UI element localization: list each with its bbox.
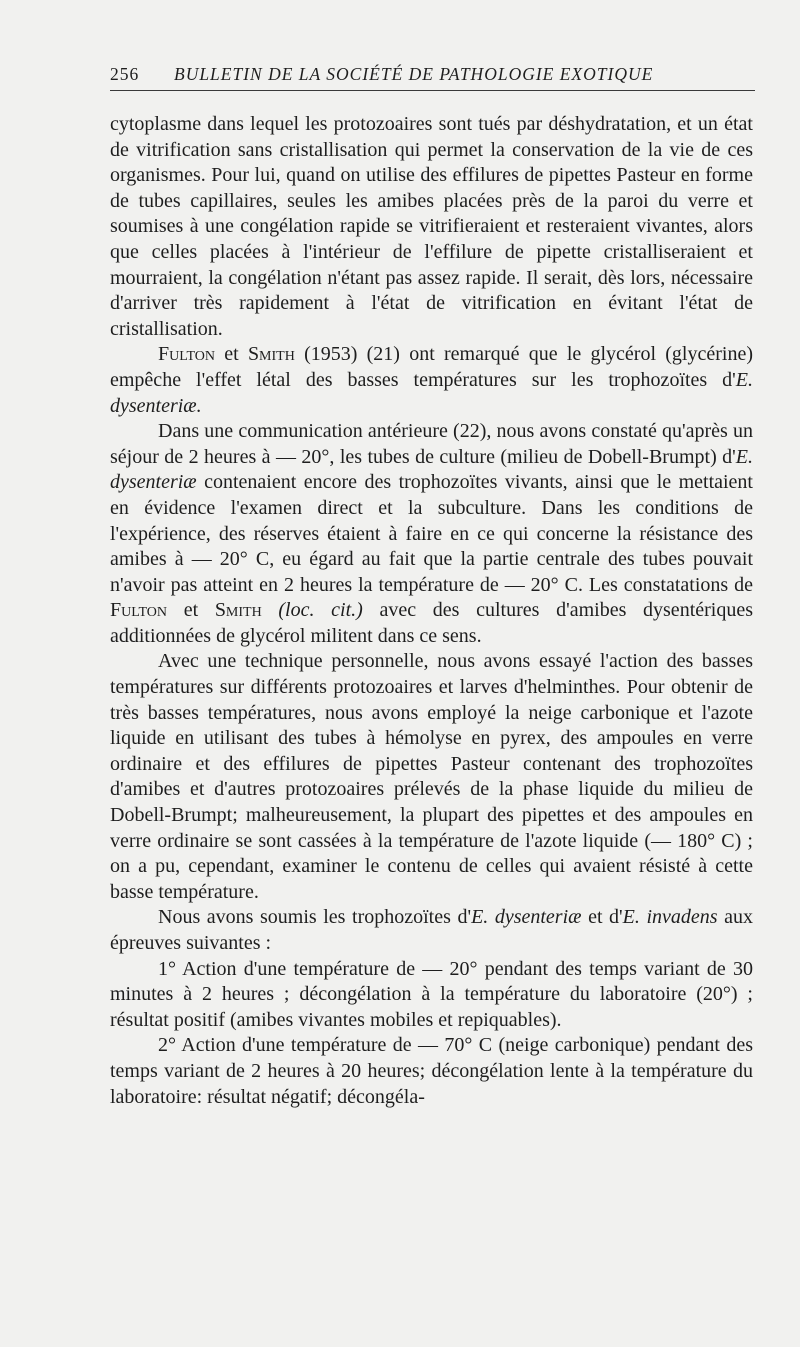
citation: (loc. cit.) xyxy=(278,599,363,622)
author-name: Fulton xyxy=(110,599,168,622)
journal-title: BULLETIN DE LA SOCIÉTÉ DE PATHOLOGIE EXOTIQUE xyxy=(174,64,654,84)
species-name: E. dysenteriæ. xyxy=(110,368,753,417)
paragraph-3: Dans une communication antérieure (22), nous avons constaté qu'après un séjour de 2 heures à — 20°, les tubes de culture (milieu de Dobell-Brumpt) d'E. dysenteriæ contenaient encore des trophozoïtes vivants, ainsi que le mettaient en évidence l'examen direct et la subculture. Dans les conditions de l'expérience, des réserves étaient à faire en ce qui concerne la résistance des amibes à — 20° C, eu égard au fait que la partie centrale des tubes pouvait n'avoir pas atteint en 2 heures la température de — 20° C. Les constatations de Fulton et Smith (loc. cit.) avec des cultures d'amibes dysentériques additionnées de glycérol militent dans ce sens. xyxy=(110,420,753,647)
species-name: E. invadens xyxy=(622,906,718,929)
author-name: Smith xyxy=(247,343,295,366)
author-name: Smith xyxy=(214,599,262,622)
page-number: 256 xyxy=(110,64,140,84)
paragraph-4: Avec une technique personnelle, nous avons essayé l'action des basses températures sur différents protozoaires et larves d'helminthes. Pour obtenir de très basses températures, nous avons employé la neige carbonique et l'azote liquide en utilisant des tubes à hémolyse en pyrex, des ampoules en verre ordinaire et des effilures de pipettes Pasteur contenant des trophozoïtes d'amibes et d'autres protozoaires prélevés de la phase liquide du milieu de Dobell-Brumpt; malheureusement, la plupart des pipettes et des ampoules en verre ordinaire se sont cassées à la température de l'azote liquide (— 180° C) ; on a pu, cependant, examiner le contenu de celles qui avaient résisté à cette basse température. xyxy=(110,650,753,903)
running-header xyxy=(110,64,755,91)
body-text xyxy=(110,112,753,1110)
paragraph-6: 1° Action d'une température de — 20° pendant des temps variant de 30 minutes à 2 heures ; décongélation à la température du laboratoire (20°) ; résultat positif (amibes vivantes mobiles et repiquables). xyxy=(110,957,753,1031)
author-name: Fulton xyxy=(158,343,216,366)
paragraph-2: Fulton et Smith (1953) (21) ont remarqué que le glycérol (glycérine) empêche l'effet létal des basses températures sur les trophozoïtes d'E. dysenteriæ. xyxy=(110,343,753,417)
paragraph-1: cytoplasme dans lequel les protozoaires sont tués par déshydratation, et un état de vitrification sans cristallisation qui permet la conservation de la vie de ces organismes. Pour lui, quand on utilise des effilures de pipettes Pasteur en forme de tubes capillaires, seules les amibes placées près de la paroi du verre et soumises à une congélation rapide se vitrifieraient et resteraient vivantes, alors que celles placées à l'intérieur de l'effilure de pipette cristalliseraient et mourraient, la congélation n'étant pas assez rapide. Il serait, dès lors, nécessaire d'arriver très rapidement à l'état de vitrification en évitant l'état de cristallisation. xyxy=(110,113,753,340)
species-name: E. dysenteriæ xyxy=(110,445,753,494)
paragraph-5: Nous avons soumis les trophozoïtes d'E. dysenteriæ et d'E. invadens aux épreuves suivantes : xyxy=(110,906,753,954)
paragraph-7: 2° Action d'une température de — 70° C (neige carbonique) pendant des temps variant de 2 heures à 20 heures; décongélation lente à la température du laboratoire: résultat négatif; décongéla- xyxy=(110,1034,753,1108)
species-name: E. dysenteriæ xyxy=(471,906,582,929)
